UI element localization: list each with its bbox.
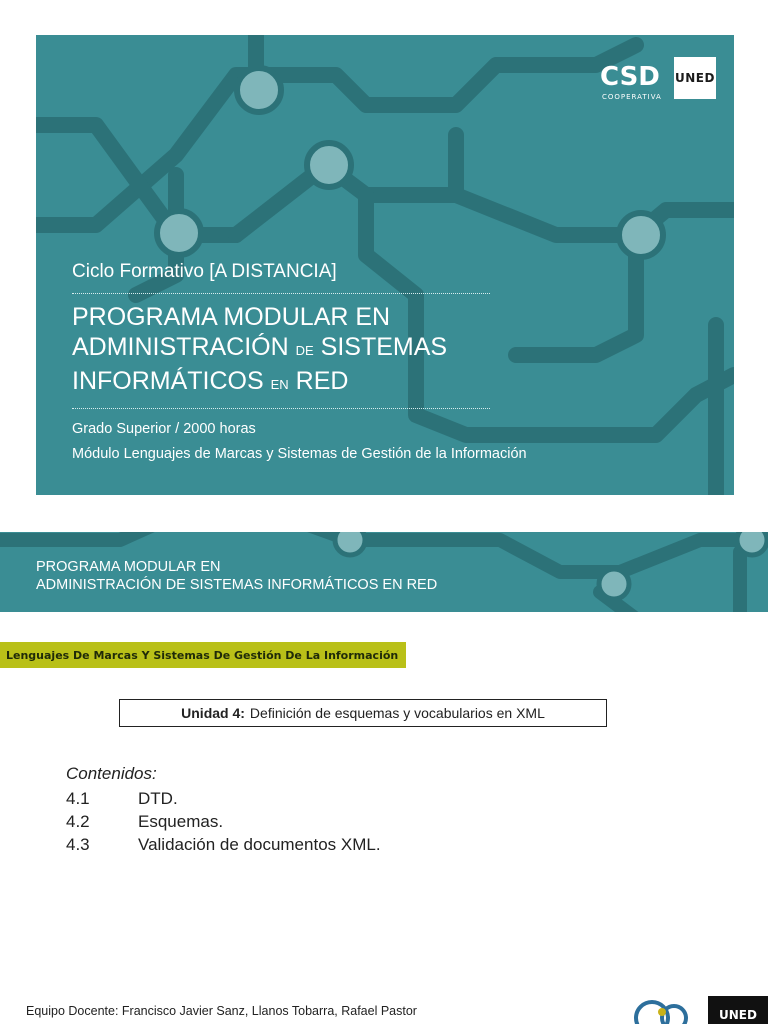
unit-heading-box — [119, 699, 607, 727]
modulo-label: Módulo Lenguajes de Marcas y Sistemas de Gestión de la Información — [72, 446, 527, 462]
ciclo-label: Ciclo Formativo [A DISTANCIA] — [72, 261, 337, 282]
list-item: 4.1 DTD. — [66, 789, 178, 808]
cover-panel — [36, 35, 734, 495]
program-banner — [0, 532, 768, 612]
subject-bar: Lenguajes De Marcas Y Sistemas De Gestión De La Información — [0, 642, 406, 668]
csd-footer-logo — [632, 998, 690, 1024]
unit-title: Definición de esquemas y vocabularios en XML — [249, 705, 545, 721]
csd-cooperativa-logo — [598, 57, 664, 103]
dotted-divider — [72, 293, 490, 294]
teaching-team: Equipo Docente: Francisco Javier Sanz, Llanos Tobarra, Rafael Pastor — [26, 1004, 417, 1018]
list-item: 4.3 Validación de documentos XML. — [66, 835, 381, 854]
logo-group — [598, 57, 716, 103]
unit-label: Unidad 4: — [181, 705, 245, 721]
program-title: PROGRAMA MODULAR EN ADMINISTRACIÓN DE SISTEMAS INFORMÁTICOS EN RED — [72, 303, 448, 395]
svg-text:COOPERATIVA: COOPERATIVA — [602, 93, 662, 101]
contents-title: Contenidos: — [66, 764, 157, 783]
grado-label: Grado Superior / 2000 horas — [72, 421, 256, 437]
uned-footer-logo: UNED — [708, 996, 768, 1024]
svg-text:CSD: CSD — [600, 62, 660, 92]
banner-text: PROGRAMA MODULAR EN ADMINISTRACIÓN DE SISTEMAS INFORMÁTICOS EN RED — [36, 559, 438, 593]
uned-logo: UNED — [674, 57, 716, 99]
list-item: 4.2 Esquemas. — [66, 812, 224, 831]
dotted-divider — [72, 408, 490, 409]
contents-list — [66, 763, 381, 856]
cover-text-block — [72, 259, 527, 467]
